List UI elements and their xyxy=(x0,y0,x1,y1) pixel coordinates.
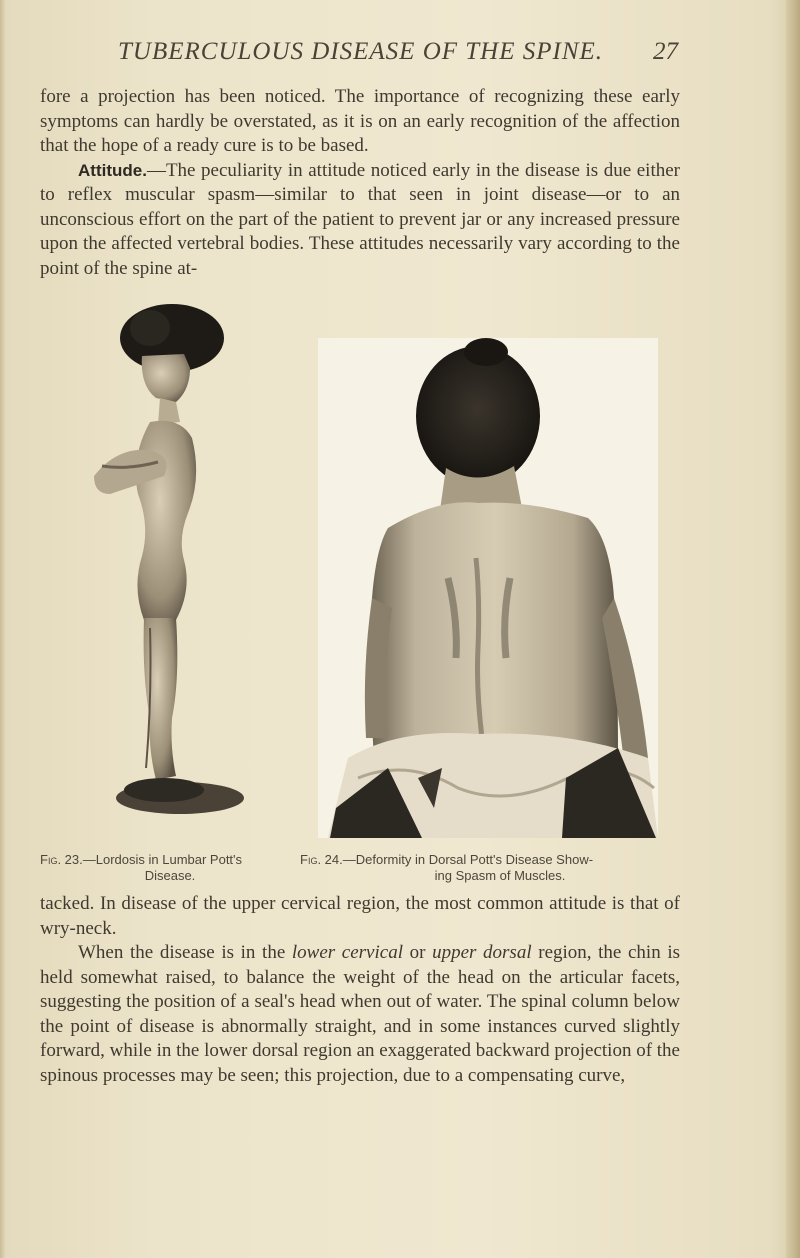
standing-figure-illustration xyxy=(80,298,260,843)
term-upper-dorsal: upper dorsal xyxy=(432,942,532,963)
running-title: TUBERCULOUS DISEASE OF THE SPINE. xyxy=(118,38,604,65)
term-lower-cervical: lower cervical xyxy=(291,942,403,963)
figure-23-caption xyxy=(40,852,300,884)
figure-24-caption-line2: ing Spasm of Muscles. xyxy=(434,868,566,883)
side-heading-attitude: Attitude. xyxy=(78,160,147,180)
paragraph-attitude xyxy=(40,159,680,282)
top-text-block xyxy=(40,85,680,281)
figure-24-caption-line1: —Deformity in Dorsal Pott's Disease Show- xyxy=(342,852,594,867)
figure-24-caption xyxy=(300,852,700,884)
page-number: 27 xyxy=(653,38,678,65)
figure-23-label: Fig. 23. xyxy=(40,852,83,867)
paragraph-attitude-text: —The peculiarity in attitude noticed early in the disease is due either to reflex muscular spasm—similar to that seen in joint disease—or to an unconscious effort on the part of the patient to prevent jar or any increased pressure upon the affected vertebral bodies. These attitudes necessarily vary according to the point of the spine at- xyxy=(40,159,680,279)
paragraph-continued: fore a projection has been noticed. The importance of recognizing these early symptoms can hardly be overstated, as it is on an early recognition of the affection that the hope of a ready cure is to be based. xyxy=(40,86,680,156)
page-right-edge xyxy=(786,0,800,1258)
figure-24-label: Fig. 24. xyxy=(300,852,343,867)
figure-23-caption-line2: Disease. xyxy=(144,868,196,883)
paragraph-lower-cervical-or: or xyxy=(402,942,433,963)
paragraph-lower-cervical xyxy=(40,941,680,1088)
figure-23-caption-line1: —Lordosis in Lumbar Pott's xyxy=(82,852,243,867)
bottom-text-block xyxy=(40,892,680,1088)
paragraph-lower-cervical-start: When the disease is in the xyxy=(78,942,292,963)
paragraph-tacked: tacked. In disease of the upper cervical region, the most common attitude is that of wry-neck. xyxy=(40,893,680,939)
paragraph-lower-cervical-rest: region, the chin is held somewhat raised, to balance the weight of the head on the articular facets, suggesting the position of a seal's head when out of water. The spinal column below the point of disease is abnormally straight, and in some instances curved slightly forward, while in the lower dorsal region an exaggerated backward projection of the spinous processes may be seen; this projection, due to a compensating curve, xyxy=(40,942,681,1086)
running-head xyxy=(118,38,678,68)
figure-23-photo xyxy=(80,298,260,843)
page-left-edge xyxy=(0,0,6,1258)
figure-24-photo xyxy=(318,338,658,838)
seated-back-view-illustration xyxy=(318,338,658,838)
